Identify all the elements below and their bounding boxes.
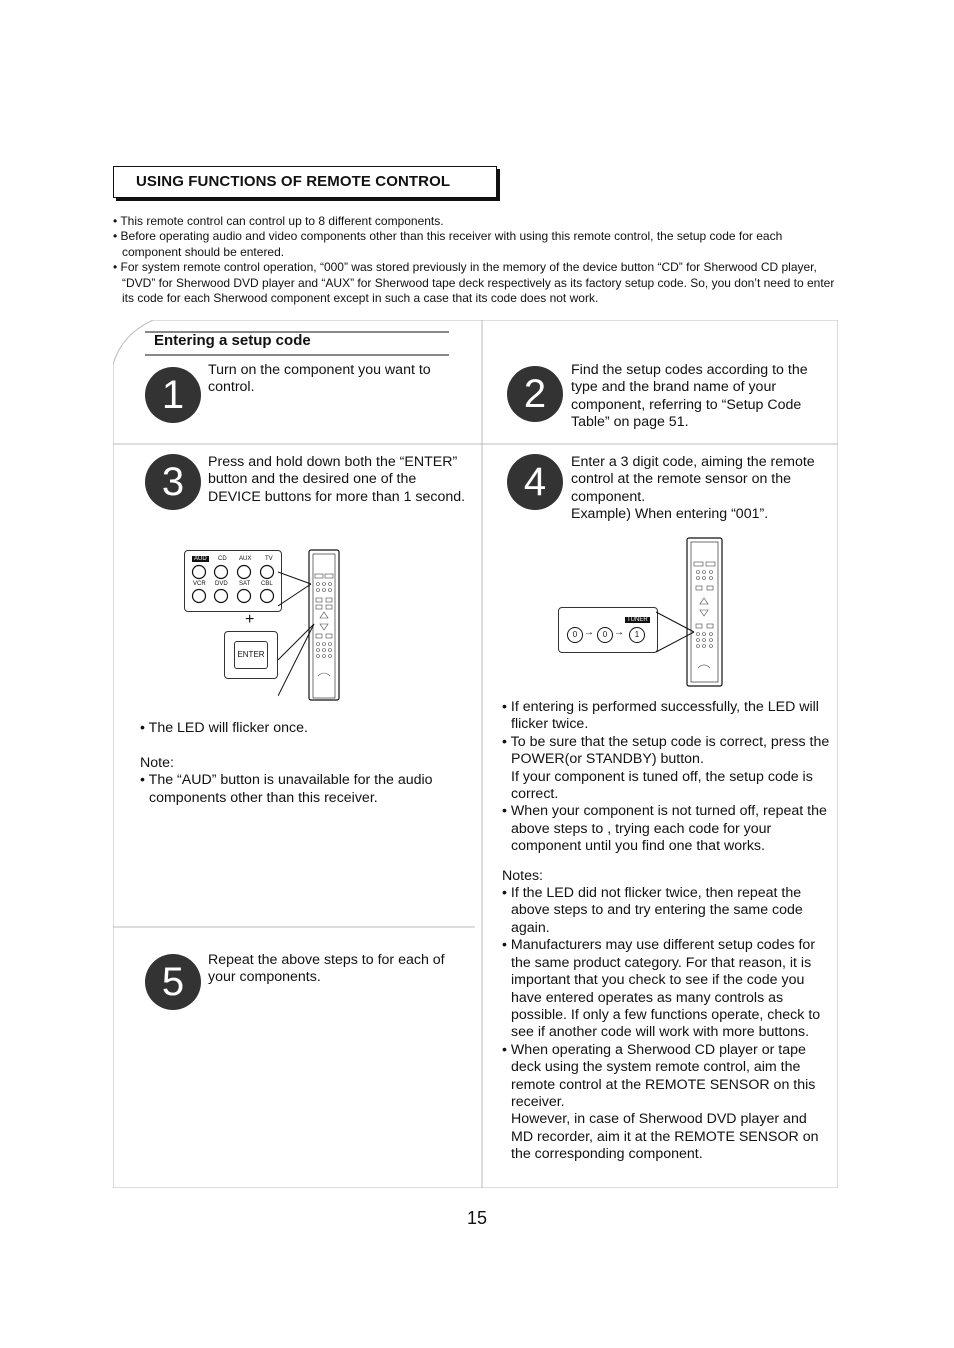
plus-sign: + (245, 611, 255, 628)
arrow-icon: → (614, 627, 624, 638)
digit-button-1: 1 (629, 627, 645, 643)
step-5-number: 5 (145, 954, 201, 1010)
intro-bullet: • For system remote control operation, “000” was stored previously in the memory of the device button “CD” for Sherwood CD player, “DVD” for Sherwood DVD player and “AUX” for Sherwood tape deck respectively as its factory setup code. So, you don’t need to enter its code for each Sherwood component except in such a case that its code does not work. (113, 260, 835, 306)
intro-bullet: • Before operating audio and video components other than this receiver with using this remote control, the setup code for each component should be entered. (113, 229, 783, 259)
device-label-cd: CD (218, 556, 227, 562)
device-label-aux: AUX (239, 556, 252, 562)
step-1-number: 1 (145, 367, 201, 423)
remote-control-illustration (278, 548, 343, 703)
enter-button-illustration (224, 631, 278, 679)
right-notes (502, 699, 830, 1164)
right-note-bullet: • When your component is not turned off, repeat the above steps to , trying each code for your component until you find one that works. (502, 803, 827, 855)
step-3-number: 3 (145, 454, 201, 510)
device-label-sat: SAT (239, 581, 251, 587)
steps-panel (113, 320, 838, 1188)
right-note-indent: If your component is tuned off, the setup code is correct. (511, 768, 813, 803)
step-4-example: Example) When entering “001”. (571, 506, 769, 523)
tuner-label: TUNER (627, 617, 648, 623)
step-3-text: Press and hold down both the “ENTER” button and the desired one of the DEVICE buttons for more than 1 second. (208, 454, 466, 505)
page-number: 15 (466, 1208, 488, 1228)
digit-button-0-second: 0 (597, 627, 613, 643)
right-note-bullet: • To be sure that the setup code is correct, press the POWER(or STANDBY) button. (502, 733, 830, 768)
intro-bullets (113, 214, 838, 306)
notes-item: • If the LED did not flicker twice, then repeat the above steps to and try entering the same code again. (502, 885, 803, 936)
aud-note: • The “AUD” button is unavailable for the audio components other than this receiver. (140, 772, 433, 806)
notes-item: • Manufacturers may use different setup codes for the same product category. For that reason, it is important that you check to see if the code you have entered operates as many controls as possible. If only a few functions operate, check to see if another code will work with more buttons. (502, 937, 821, 1041)
left-notes (140, 720, 460, 807)
device-label-dvd: DVD (215, 581, 228, 587)
remote-control-illustration-2 (656, 536, 726, 688)
step-1-text: Turn on the component you want to control. (208, 362, 431, 396)
subsection-title: Entering a setup code (154, 332, 311, 349)
notes-label: Notes: (502, 867, 544, 884)
digit-button-0: 0 (567, 627, 583, 643)
device-buttons-illustration (184, 550, 282, 612)
led-note: • The LED will flicker once. (140, 720, 308, 736)
enter-button-label: ENTER (234, 641, 268, 669)
note-label: Note: (140, 754, 174, 771)
step-2-number: 2 (507, 366, 563, 422)
step-2-text: Find the setup codes according to the type and the brand name of your component, referring to “Setup Code Table” on page 51. (571, 362, 808, 431)
device-label-tv: TV (265, 556, 273, 562)
section-header-title: USING FUNCTIONS OF REMOTE CONTROL (136, 173, 451, 190)
intro-bullet: • This remote control can control up to 8 different components. (113, 214, 444, 228)
section-header (113, 166, 497, 198)
device-label-vcr: VCR (193, 581, 206, 587)
device-label-aud: AUD (194, 556, 207, 562)
step-4-instruction: Enter a 3 digit code, aiming the remote control at the remote sensor on the component. (571, 454, 815, 505)
notes-final-indent: However, in case of Sherwood DVD player and MD recorder, aim it at the REMOTE SENSOR on the corresponding component. (511, 1111, 819, 1163)
device-label-cbl: CBL (261, 581, 273, 587)
code-entry-illustration (558, 607, 658, 653)
step-4-number: 4 (507, 454, 563, 510)
step-5-text: Repeat the above steps to for each of your components. (208, 952, 445, 986)
notes-item: • When operating a Sherwood CD player or tape deck using the system remote control, aim the remote control at the REMOTE SENSOR on this receiver. (502, 1041, 816, 1110)
arrow-icon: → (584, 627, 594, 638)
right-note-bullet: • If entering is performed successfully, the LED will flicker twice. (502, 699, 819, 733)
step-4-text (571, 454, 821, 524)
